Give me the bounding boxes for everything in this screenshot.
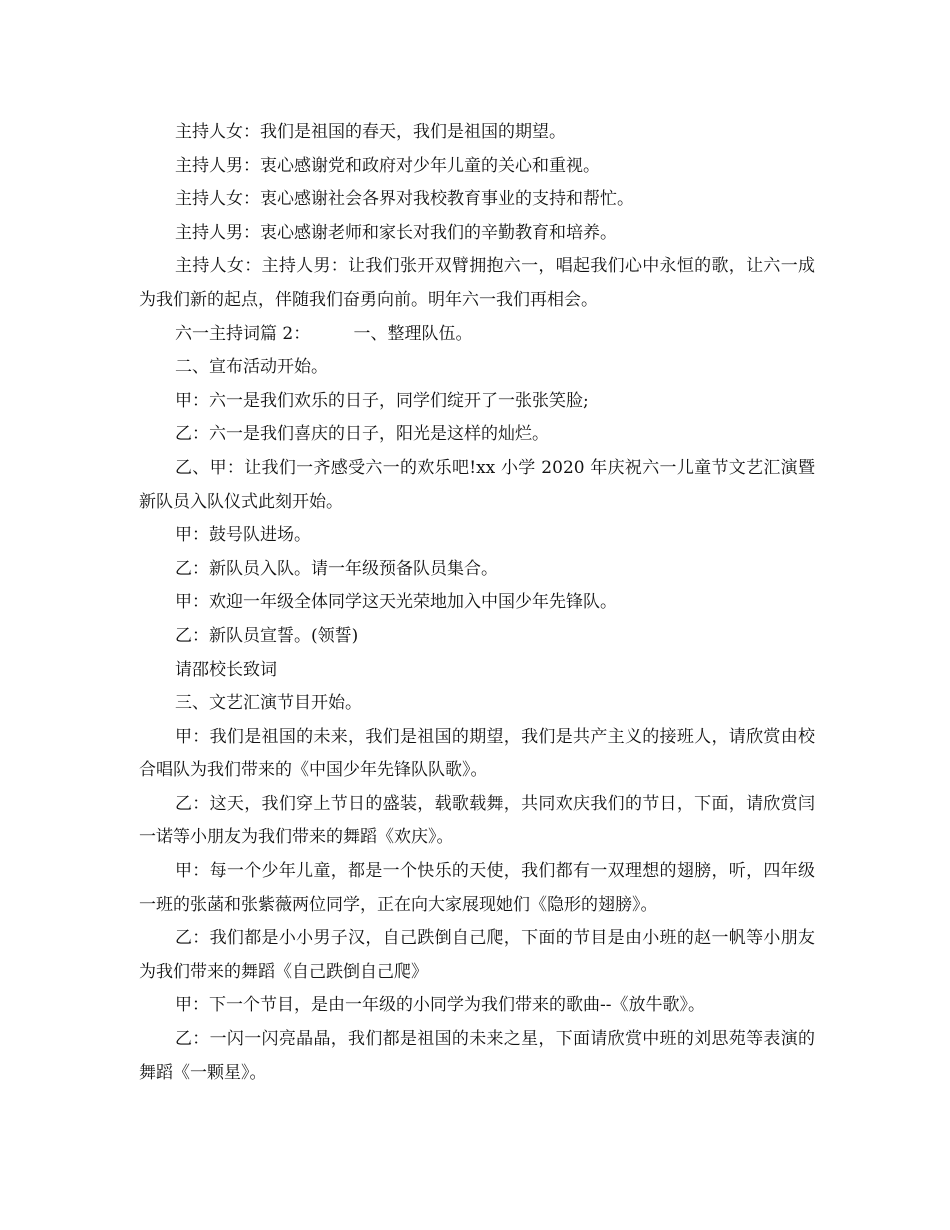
- paragraph: 三、文艺汇演节目开始。: [175, 693, 362, 714]
- paragraph: 主持人女：衷心感谢社会各界对我校教育事业的支持和帮忙。: [175, 189, 634, 210]
- paragraph: 主持人男：衷心感谢老师和家长对我们的辛勤教育和培养。: [175, 222, 617, 243]
- paragraph: 乙：新队员入队。请一年级预备队员集合。: [175, 558, 498, 579]
- paragraph: 甲：每一个少年儿童，都是一个快乐的天使，我们都有一双理想的翅膀，听，四年级一班的张菡和张紫薇两位同学，正在向大家展现她们《隐形的翅膀》。: [139, 861, 815, 915]
- paragraph: 二、宣布活动开始。: [175, 357, 328, 378]
- paragraph: 乙：六一是我们喜庆的日子，阳光是这样的灿烂。: [175, 424, 549, 445]
- paragraph: 甲：欢迎一年级全体同学这天光荣地加入中国少年先锋队。: [175, 592, 617, 613]
- paragraph: 主持人女：主持人男：让我们张开双臂拥抱六一，唱起我们心中永恒的歌，让六一成为我们新的起点，伴随我们奋勇向前。明年六一我们再相会。: [139, 256, 815, 310]
- paragraph: 主持人男：衷心感谢党和政府对少年儿童的关心和重视。: [175, 155, 600, 176]
- paragraph: 乙：这天，我们穿上节日的盛装，载歌载舞，共同欢庆我们的节日，下面，请欣赏闫一诺等小朋友为我们带来的舞蹈《欢庆》。: [139, 793, 815, 848]
- paragraph: 乙：新队员宣誓。(领誓): [175, 625, 359, 646]
- paragraph: 乙：一闪一闪亮晶晶，我们都是祖国的未来之星，下面请欣赏中班的刘思苑等表演的舞蹈《一颗星》。: [139, 1029, 815, 1083]
- paragraph: 甲：六一是我们欢乐的日子，同学们绽开了一张张笑脸;: [175, 390, 589, 411]
- paragraph: 乙、甲：让我们一齐感受六一的欢乐吧!xx 小学 2020 年庆祝六一儿童节文艺汇演暨新队员入队仪式此刻开始。: [139, 457, 815, 512]
- paragraph: 甲：下一个节目，是由一年级的小同学为我们带来的歌曲--《放牛歌》。: [175, 995, 705, 1016]
- document-body: [139, 116, 815, 1090]
- paragraph: 甲：鼓号队进场。: [175, 525, 311, 546]
- paragraph: 乙：我们都是小小男子汉，自己跌倒自己爬，下面的节目是由小班的赵一帆等小朋友为我们带来的舞蹈《自己跌倒自己爬》: [139, 928, 815, 982]
- paragraph: 六一主持词篇 2： 一、整理队伍。: [175, 323, 473, 344]
- paragraph: 请邵校长致词: [175, 659, 277, 680]
- paragraph: 甲：我们是祖国的未来，我们是祖国的期望，我们是共产主义的接班人，请欣赏由校合唱队为我们带来的《中国少年先锋队队歌》。: [139, 726, 815, 781]
- paragraph: 主持人女：我们是祖国的春天，我们是祖国的期望。: [175, 122, 566, 142]
